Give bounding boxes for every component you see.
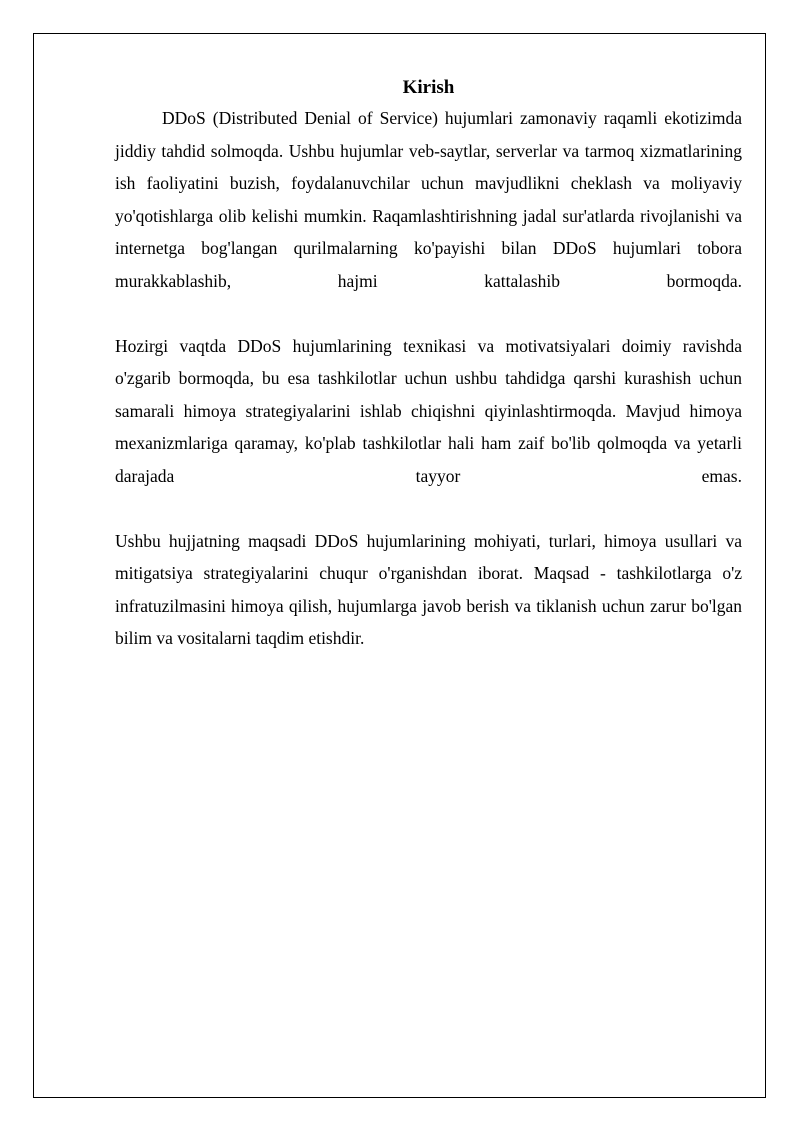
paragraph-wrap-3 <box>115 525 742 655</box>
paragraph-intro: DDoS (Distributed Denial of Service) hujumlari zamonaviy raqamli ekotizimda jiddiy tahdid solmoqda. Ushbu hujumlar veb-saytlar, serverlar va tarmoq xizmatlarining ish faoliyatini buzish, foydalanuvchilar uchun mavjudlikni cheklash va moliyaviy yo'qotishlarga olib kelishi mumkin. Raqamlashtirishning jadal sur'atlarda rivojlanishi va internetga bog'langan qurilmalarning ko'payishi bilan DDoS hujumlari tobora murakkablashib, hajmi kattalashib bormoqda. <box>115 108 742 291</box>
paragraph-purpose: Ushbu hujjatning maqsadi DDoS hujumlarining mohiyati, turlari, himoya usullari va mitigatsiya strategiyalarini chuqur o'rganishdan iborat. Maqsad - tashkilotlarga o'z infratuzilmasini himoya qilish, hujumlarga javob berish va tiklanish uchun zarur bo'lgan bilim va vositalarni taqdim etishdir. <box>115 530 742 648</box>
document-body <box>115 74 742 655</box>
paragraph-current-state: Hozirgi vaqtda DDoS hujumlarining texnikasi va motivatsiyalari doimiy ravishda o'zgarib bormoqda, bu esa tashkilotlar uchun ushbu tahdidga qarshi kurashish uchun samarali himoya strategiyalarini ishlab chiqishni qiyinlashtirmoqda. Mavjud himoya mexanizmlariga qaramay, ko'plab tashkilotlar hali ham zaif bo'lib qolmoqda va yetarli darajada tayyor emas. <box>115 335 742 486</box>
paragraph-wrap-2 <box>115 330 742 493</box>
section-title: Kirish <box>402 77 455 98</box>
paragraph-wrap-1 <box>115 102 742 297</box>
